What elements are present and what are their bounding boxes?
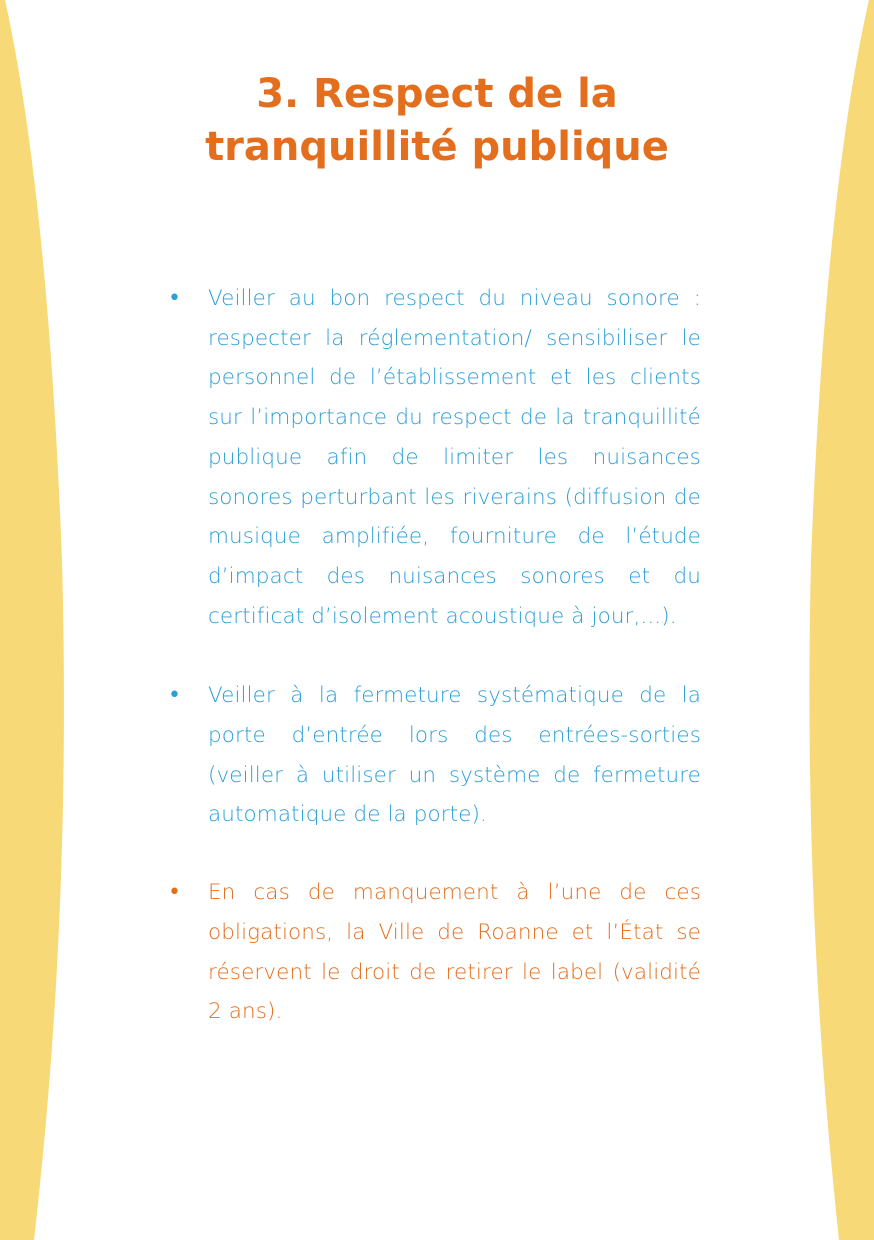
bullet-icon: •: [168, 286, 181, 311]
right-yellow-arc: [809, 0, 874, 1240]
list-item-noise-level: [166, 279, 703, 636]
list-item-text: Veiller au bon respect du niveau sonore : respecter la réglementation/ sensibiliser le personnel de l’établissement et les clients sur l’importance du respect de la tranquillité publique afin de limiter les nuisances sonores perturbant les riverains (diffusion de musique amplifiée, fourniture de l’étude d’impact des nuisances sonores et du certificat d’isolement acoustique à jour,...).: [208, 286, 701, 629]
left-yellow-arc: [0, 0, 64, 1240]
obligations-list: [166, 279, 703, 1032]
list-item-text: Veiller à la fermeture systématique de la porte d’entrée lors des entrées-sorties (veiller à utiliser un système de fermeture automatique de la porte).: [208, 683, 701, 828]
bullet-icon: •: [168, 880, 181, 906]
title-line-2: tranquillité publique: [205, 124, 669, 170]
bullet-icon: •: [168, 683, 181, 709]
list-item-door-closing: [166, 676, 703, 835]
title-line-1: 3. Respect de la: [256, 71, 618, 117]
page-title: [0, 68, 874, 174]
list-item-label-withdrawal: [166, 873, 703, 1032]
list-item-text: En cas de manquement à l’une de ces obligations, la Ville de Roanne et l’État se réservent le droit de retirer le label (validité 2 ans).: [208, 880, 701, 1025]
